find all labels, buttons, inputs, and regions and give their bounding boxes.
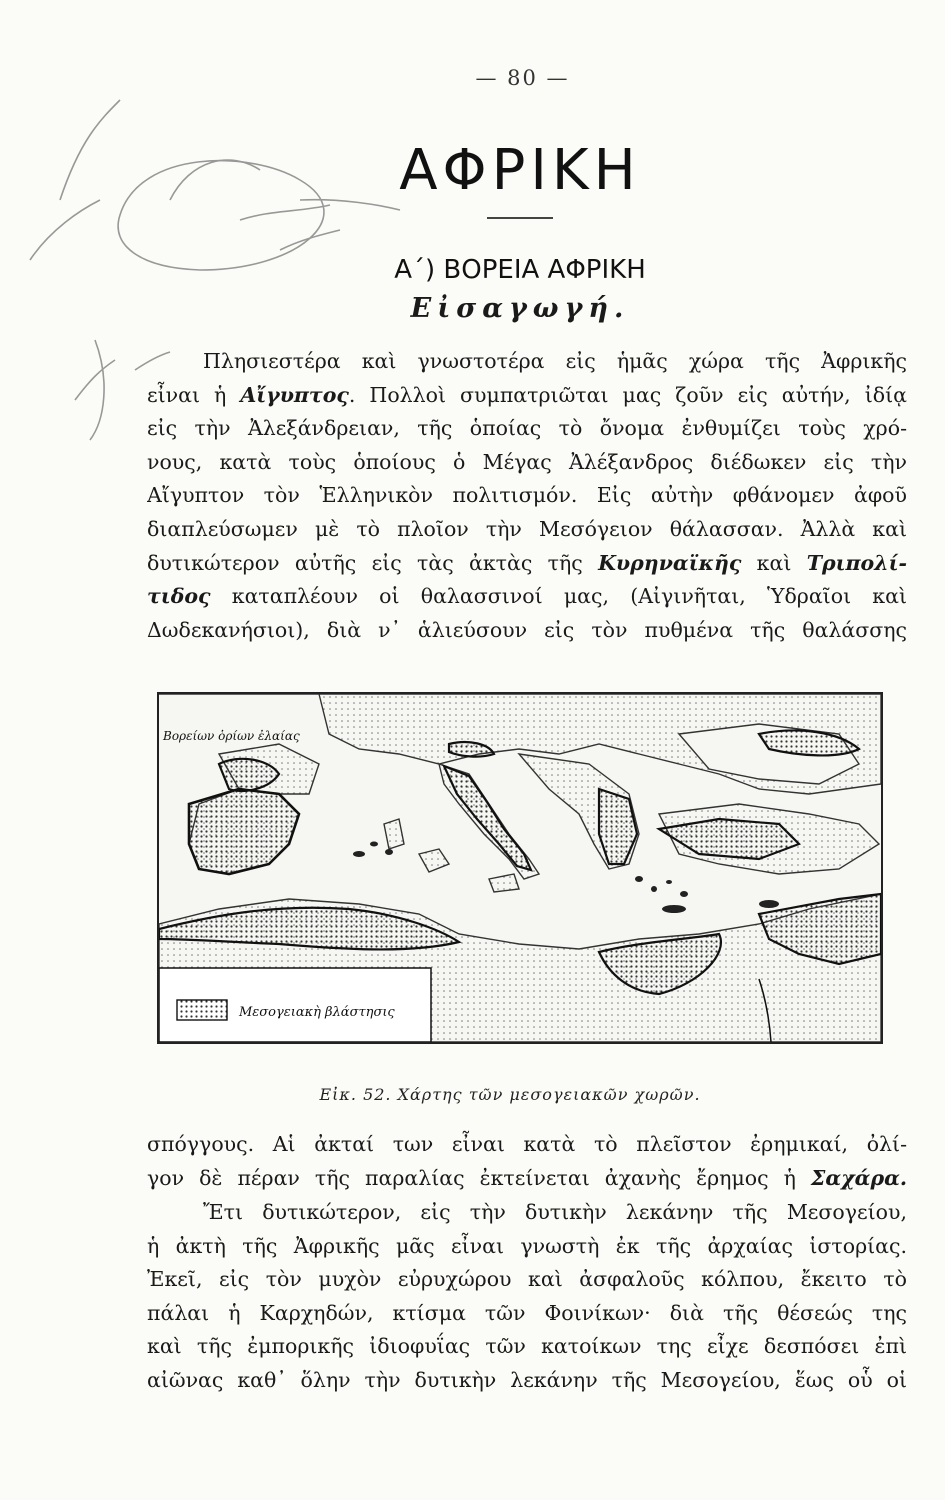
- paragraph-sahara: [147, 1128, 907, 1195]
- text-line: πάλαι ἡ Καρχηδών, κτίσμα τῶν Φοινίκων· διὰ τῆς θέσεώς της: [147, 1300, 907, 1325]
- keyword-cyrenaica: Κυρηναϊκῆς: [598, 550, 742, 575]
- text-line: εἰς τὴν Ἀλεξάνδρειαν, τῆς ὁποίας τὸ ὄνομα ἐνθυμίζει τοὺς χρό-: [147, 416, 907, 441]
- text-line: δυτικώτερον αὐτῆς εἰς τὰς ἀκτὰς τῆς Κυρηναϊκῆς καὶ Τριπολί-: [147, 550, 907, 575]
- text-line: τιδος καταπλέουν οἱ θαλασσινοί μας, (Αἰγινῆται, Ὑδραῖοι καὶ: [147, 584, 907, 609]
- map-label-olive-limit: Βορείων ὁρίων ἐλαίας: [163, 729, 300, 743]
- text-line: διαπλεύσωμεν μὲ τὸ πλοῖον τὴν Μεσόγειον θάλασσαν. Ἀλλὰ καὶ: [147, 516, 907, 541]
- map-figure: [157, 692, 883, 1044]
- keyword-tripolitania: Τριπολί-: [806, 550, 907, 575]
- keyword-sahara: Σαχάρα.: [810, 1165, 907, 1190]
- text-line: αἰῶνας καθ᾽ ὅλην τὴν δυτικὴν λεκάνην τῆς Μεσογείου, ἕως οὗ οἱ: [147, 1367, 907, 1392]
- keyword-egypt: Αἴγυπτος: [240, 382, 349, 407]
- text-line: νους, κατὰ τοὺς ὁποίους ὁ Μέγας Ἀλέξανδρος διέδωκεν εἰς τὴν: [147, 449, 907, 474]
- section-title: Α΄) ΒΟΡΕΙΑ ΑΦΡΙΚΗ: [394, 255, 646, 285]
- legend-swatch: [177, 1000, 227, 1020]
- text-line: σπόγγους. Αἱ ἀκταί των εἶναι κατὰ τὸ πλεῖστον ἐρημικαί, ὀλί-: [147, 1132, 907, 1156]
- chapter-title: ΑΦΡΙΚΗ: [399, 138, 641, 203]
- text-line: Πλησιεστέρα καὶ γνωστοτέρα εἰς ἡμᾶς χώρα τῆς Ἀφρικῆς: [203, 349, 907, 373]
- paragraph-carthage: [147, 1196, 907, 1398]
- text-line: καὶ τῆς ἐμπορικῆς ἰδιοφυΐας τῶν κατοίκων της εἶχε δεσπόσει ἐπὶ: [147, 1334, 907, 1359]
- text-line: Αἴγυπτον τὸν Ἑλληνικὸν πολιτισμόν. Εἰς αὐτὴν φθάνομεν ἀφοῦ: [147, 483, 907, 508]
- text-line: γον δὲ πέραν τῆς παραλίας ἐκτείνεται ἀχανὴς ἔρημος ἡ Σαχάρα.: [147, 1165, 907, 1190]
- legend-label: Μεσογειακὴ βλάστησις: [239, 1005, 395, 1020]
- text-line: Δωδεκανήσιοι), διὰ ν᾽ ἁλιεύσουν εἰς τὸν πυθμένα τῆς θαλάσσης: [147, 617, 907, 642]
- text-line: ἡ ἀκτὴ τῆς Ἀφρικῆς μᾶς εἶναι γνωστὴ ἐκ τῆς ἀρχαίας ἱστορίας.: [147, 1233, 907, 1258]
- subsection-title: Εἰσαγωγή.: [410, 293, 630, 324]
- figure-caption: Εἰκ. 52. Χάρτης τῶν μεσογειακῶν χωρῶν.: [319, 1085, 701, 1104]
- text-line: Ἐκεῖ, εἰς τὸν μυχὸν εὐρυχώρου καὶ ἀσφαλοῦς κόλπου, ἔκειτο τὸ: [147, 1267, 907, 1292]
- mediterranean-map: [159, 694, 881, 1042]
- text-line: εἶναι ἡ Αἴγυπτος. Πολλοὶ συμπατριῶται μας ζοῦν εἰς αὐτήν, ἰδίᾳ: [147, 382, 907, 407]
- page-number: — 80 —: [475, 66, 570, 90]
- text-line: Ἔτι δυτικώτερον, εἰς τὴν δυτικὴν λεκάνην τῆς Μεσογείου,: [203, 1200, 907, 1224]
- title-divider: [487, 217, 553, 219]
- paragraph-intro: [147, 345, 907, 647]
